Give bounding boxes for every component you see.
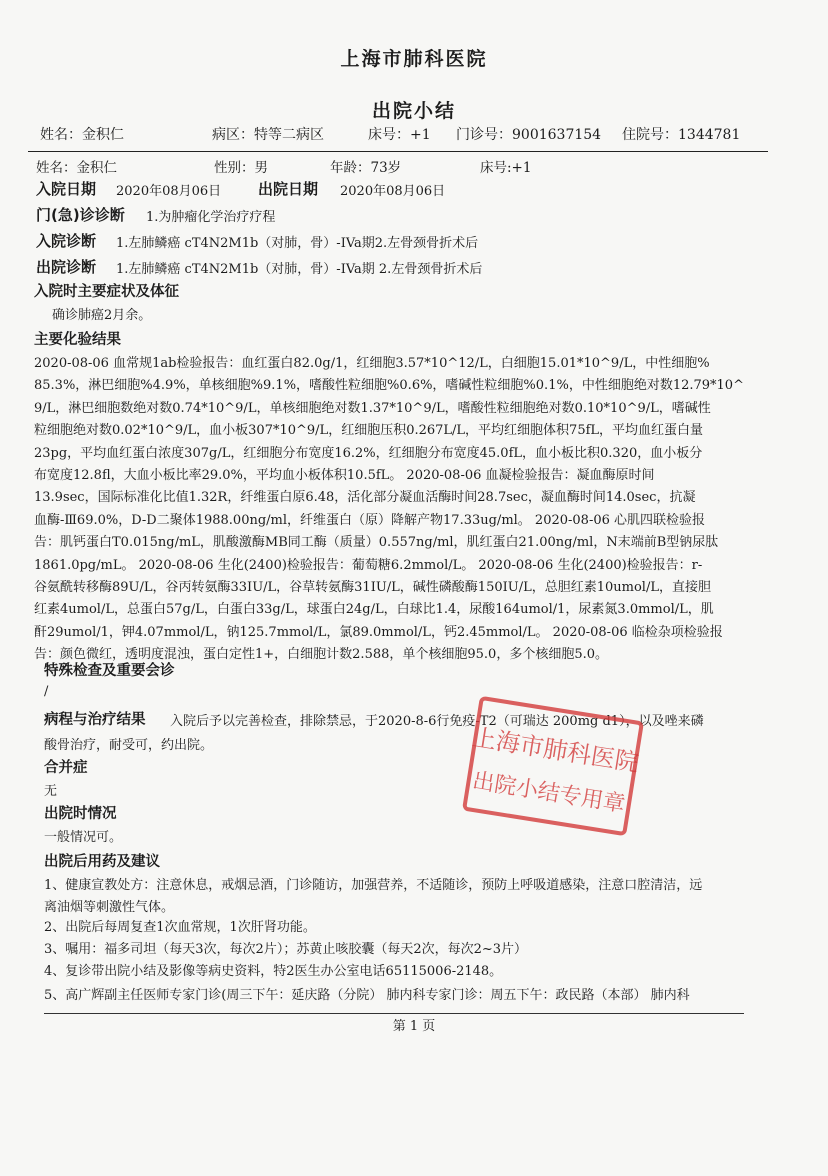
lab-line: 23pg，平均血红蛋白浓度307g/L，红细胞分布宽度16.2%，红细胞分布宽度45.0fL，血小板比积0.320，血小板分	[34, 445, 703, 461]
advice-item: 离油烟等刺激性气体。	[44, 900, 175, 915]
lab-line: 酐29umol/1，钾4.07mmol/L，钠125.7mmol/L，氯89.0mmol/L，钙2.45mmol/L。 2020-08-06 临检杂项检验报	[34, 624, 723, 640]
special-exam-title: 特殊检查及重要会诊	[44, 663, 175, 679]
outpatient-diagnosis: 1.为肿瘤化学治疗疗程	[146, 210, 276, 225]
hospital-name: 上海市肺科医院	[340, 48, 488, 70]
special-exam-text: /	[44, 684, 49, 699]
advice-item: 1、健康宣教处方：注意休息，戒烟忌酒，门诊随访，加强营养，不适随诊，预防上呼吸道感染，注意口腔清洁，远	[44, 878, 703, 893]
lab-results-title: 主要化验结果	[34, 332, 121, 348]
admission-date: 2020年08月06日	[116, 184, 222, 199]
lab-line: 粒细胞绝对数0.02*10^9/L，血小板307*10^9/L，红细胞压积0.267L/L，平均红细胞体积75fL，平均血红蛋白量	[34, 423, 704, 439]
patient-bed: 床号:+1	[480, 160, 532, 176]
stamp-line1: 上海市肺科医院	[470, 723, 641, 778]
lab-line: 布宽度12.8fl，大血小板比率29.0%，平均血小板体积10.5fL。 2020-08-06 血凝检验报告：凝血酶原时间	[34, 468, 655, 484]
lab-line: 9/L，淋巴细胞数绝对数0.74*10^9/L，单核细胞绝对数1.37*10^9/L，嗜酸性粒细胞绝对数0.10*10^9/L，嗜碱性	[34, 400, 711, 416]
discharge-date: 2020年08月06日	[340, 184, 446, 199]
advice-title: 出院后用药及建议	[44, 854, 160, 870]
symptoms-title: 入院时主要症状及体征	[34, 284, 179, 300]
discharge-status-title: 出院时情况	[44, 806, 117, 822]
lab-line: 2020-08-06 血常规1ab检验报告：血红蛋白82.0g/1，红细胞3.57*10^12/L，白细胞15.01*10^9/L，中性细胞%	[34, 356, 710, 371]
discharge-status-text: 一般情况可。	[44, 830, 123, 845]
header-ward: 病区：特等二病区	[212, 127, 324, 143]
patient-age: 年龄：73岁	[330, 160, 402, 176]
page-number: 第 1 页	[392, 1019, 436, 1034]
admission-diagnosis: 1.左肺鳞癌 cT4N2M1b（对肺，骨）-IVa期2.左骨颈骨折术后	[116, 236, 479, 251]
lab-line: 85.3%，淋巴细胞%4.9%，单核细胞%9.1%，嗜酸性粒细胞%0.6%，嗜碱性粒细胞%0.1%，中性细胞绝对数12.79*10^	[34, 378, 744, 394]
header-inpatient-no: 住院号：1344781	[622, 127, 741, 143]
header-outpatient-no: 门诊号：9001637154	[456, 127, 602, 143]
patient-sex: 性别：男	[214, 160, 268, 176]
header-divider	[28, 151, 768, 152]
advice-item: 3、嘱用：福多司坦（每天3次，每次2片）；苏黄止咳胶囊（每天2次，每次2~3片）	[44, 942, 528, 957]
admission-diagnosis-label: 入院诊断	[36, 232, 97, 250]
treatment-course-title: 病程与治疗结果	[44, 712, 146, 728]
header-bed: 床号：+1	[368, 127, 431, 143]
lab-line: 1861.0pg/mL。 2020-08-06 生化(2400)检验报告：葡萄糖6.2mmol/L。 2020-08-06 生化(2400)检验报告：r-	[34, 557, 703, 573]
footer-divider	[44, 1013, 744, 1014]
document-title: 出院小结	[371, 100, 456, 122]
patient-name: 姓名：金积仁	[36, 160, 117, 176]
complication-title: 合并症	[44, 760, 88, 776]
lab-results	[34, 353, 794, 667]
discharge-diagnosis: 1.左肺鳞癌 cT4N2M1b（对肺，骨）-IVa期 2.左骨颈骨折术后	[116, 262, 483, 277]
outpatient-diagnosis-label: 门(急)诊诊断	[36, 206, 125, 224]
advice-item: 2、出院后每周复查1次血常规，1次肝肾功能。	[44, 920, 316, 935]
treatment-course-line: 酸骨治疗，耐受可，约出院。	[44, 738, 214, 753]
symptoms-text: 确诊肺癌2月余。	[52, 308, 152, 323]
lab-line: 告：颜色微红，透明度混浊，蛋白定性1+，白细胞计数2.588，单个核细胞95.0，多个核细胞5.0。	[34, 647, 608, 663]
lab-line: 谷氨酰转移酶89U/L，谷丙转氨酶33IU/L，谷草转氨酶31IU/L，碱性磷酸酶150IU/L，总胆红素10umol/L，直接胆	[34, 580, 711, 596]
discharge-diagnosis-label: 出院诊断	[36, 258, 97, 276]
lab-line: 血酶-Ⅲ69.0%，D-D二聚体1988.00ng/ml，纤维蛋白（原）降解产物17.33ug/ml。 2020-08-06 心肌四联检验报	[34, 512, 706, 528]
lab-line: 告：肌钙蛋白T0.015ng/mL，肌酸激酶MB同工酶（质量）0.557ng/ml，肌红蛋白21.00ng/ml，N末端前B型钠尿肽	[34, 535, 719, 551]
advice-item: 4、复诊带出院小结及影像等病史资料，特2医生办公室电话65115006-2148。	[44, 964, 503, 979]
lab-line: 红素4umol/L，总蛋白57g/L，白蛋白33g/L，球蛋白24g/L，白球比1.4，尿酸164umol/1，尿素氮3.0mmol/L，肌	[34, 602, 714, 618]
hospital-seal-stamp	[460, 693, 647, 838]
stamp-line2: 出院小结专用章	[470, 768, 627, 818]
lab-line: 13.9sec，国际标准化比值1.32R，纤维蛋白原6.48，活化部分凝血活酶时间28.7sec，凝血酶时间14.0sec，抗凝	[34, 490, 696, 506]
complication-text: 无	[44, 784, 58, 799]
discharge-date-label: 出院日期	[258, 180, 319, 198]
advice-item: 5、高广辉副主任医师专家门诊(周三下午：延庆路（分院） 肺内科专家门诊：周五下午：政民路（本部） 肺内科	[44, 988, 690, 1003]
header-name: 姓名：金积仁	[40, 127, 124, 143]
treatment-course-line: 入院后予以完善检查，排除禁忌，于2020-8-6行免疫-T2（可瑞达 200mg d1），以及唑来磷	[170, 714, 704, 729]
admission-date-label: 入院日期	[36, 180, 97, 198]
